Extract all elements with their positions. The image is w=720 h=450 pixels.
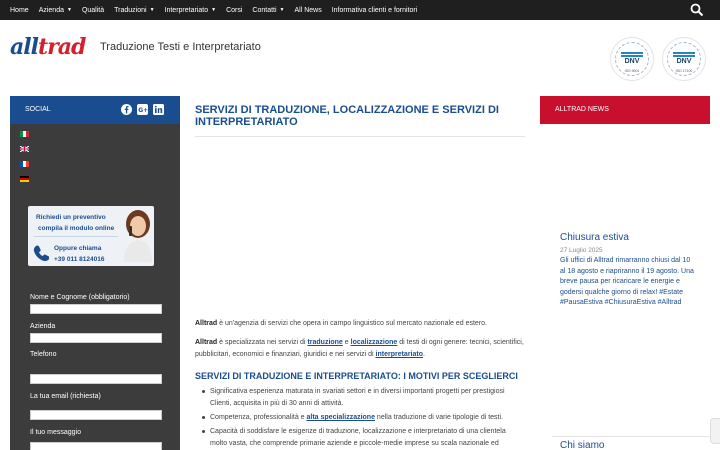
promo-line-2: compila il modulo online: [38, 225, 115, 232]
french-flag-icon[interactable]: [20, 161, 29, 167]
interpretariato-link[interactable]: interpretariato: [375, 351, 423, 358]
name-input[interactable]: [30, 304, 162, 314]
svg-text:G+: G+: [138, 107, 148, 114]
badge-brand: DNV: [624, 58, 640, 65]
reasons-heading: SERVIZI DI TRADUZIONE E INTERPRETARIATO: I MOTIVI PER SCEGLIERCI: [195, 371, 518, 381]
social-label: SOCIAL: [25, 106, 51, 113]
chi-siamo-title[interactable]: Chi siamo: [560, 440, 605, 450]
nav-list: [0, 0, 720, 20]
promo-separator: [34, 236, 118, 237]
english-flag-icon[interactable]: [20, 146, 29, 152]
nav-item-qualit-[interactable]: [82, 7, 104, 14]
quote-request-banner[interactable]: [28, 206, 154, 266]
site-tagline: Traduzione Testi e Interpretariato: [100, 41, 261, 53]
phone-label: Telefono: [30, 351, 57, 358]
nav-item-interpretariato[interactable]: [165, 7, 217, 14]
side-widget-tab[interactable]: [710, 418, 720, 444]
phone-input[interactable]: [30, 374, 162, 384]
nav-item-label: Informativa clienti e fornitori: [331, 6, 418, 14]
facebook-icon[interactable]: [121, 104, 132, 115]
promo-line-1: Richiedi un preventivo: [36, 214, 106, 221]
traduzione-link[interactable]: traduzione: [307, 339, 343, 346]
reasons-list: [210, 386, 520, 450]
news-header-label: ALLTRAD NEWS: [555, 106, 609, 113]
german-flag-icon[interactable]: [20, 176, 29, 182]
nav-item-azienda[interactable]: [39, 7, 72, 14]
list-text: Competenza, professionalità e: [210, 414, 307, 421]
nav-item-home[interactable]: [10, 7, 29, 14]
nav-item-label: Traduzioni: [114, 6, 147, 14]
services-paragraph: [195, 337, 525, 361]
badge-stripe: [621, 55, 643, 57]
chevron-down-icon: ▼: [279, 7, 285, 13]
nav-item-label: Qualità: [81, 6, 105, 14]
chevron-down-icon: ▼: [66, 7, 72, 13]
email-label: La tua email (richiesta): [30, 393, 101, 400]
brand-name: Alltrad: [195, 320, 218, 327]
title-divider: [195, 136, 525, 137]
google-plus-icon[interactable]: [137, 104, 148, 115]
promo-line-3: Oppure chiama: [54, 245, 102, 252]
alltrad-logo[interactable]: [10, 34, 85, 60]
news-divider: [552, 436, 710, 437]
dnv-iso-17100-badge: [662, 37, 706, 81]
services-text-c: di testi di ogni genere: tecnici, scientifici, pubblicitari, economici e finanziari, giuridici e nei servizi di: [195, 339, 524, 358]
page-title: SERVIZI DI TRADUZIONE, LOCALIZZAZIONE E SERVIZI DI INTERPRETARIATO: [195, 104, 499, 128]
alta-specializzazione-link[interactable]: alta specializzazione: [306, 414, 375, 421]
social-header: [10, 96, 180, 124]
badge-code: ISO 9001: [624, 69, 640, 73]
phone-icon: [33, 244, 49, 262]
badge-stripe: [621, 52, 643, 54]
news-excerpt: Gli uffici di Alltrad rimarranno chiusi dal 10 al 18 agosto e riapriranno il 19 agosto. Una breve pausa per ricaricare le energie e godersi qualche giorno di relax! #Estate #PausaEstiva #ChiusuraEstiva #Alltrad: [560, 257, 694, 306]
left-sidebar: [10, 124, 180, 450]
services-text-d: .: [423, 351, 425, 358]
list-item: [210, 412, 520, 424]
nav-item-traduzioni[interactable]: [114, 7, 154, 14]
intro-paragraph: [195, 318, 525, 330]
badge-code: ISO 17100: [675, 69, 693, 73]
message-textarea[interactable]: [30, 442, 162, 450]
italian-flag-icon[interactable]: [20, 131, 29, 137]
linkedin-icon[interactable]: [153, 104, 164, 115]
nav-item-corsi[interactable]: [226, 7, 242, 14]
badge-stripe: [673, 55, 695, 57]
chevron-down-icon: ▼: [211, 7, 217, 13]
intro-text: è un'agenzia di servizi che opera in campo linguistico sul mercato nazionale ed estero.: [217, 320, 487, 327]
badge-brand: DNV: [676, 58, 692, 65]
list-item: Significativa esperienza maturata in svariati settori e in diversi importanti progetti per prestigiosi Clienti, acquisita in più di 30 anni di attività.: [210, 386, 520, 410]
promo-phone-number[interactable]: +39 011 8124016: [54, 256, 105, 263]
nav-item-informativa-clienti-e-fornitori[interactable]: [332, 7, 418, 14]
chevron-down-icon: ▼: [149, 7, 155, 13]
localizzazione-link[interactable]: localizzazione: [350, 339, 398, 346]
badge-stripe: [673, 52, 695, 54]
nav-item-label: Contatti: [252, 6, 277, 14]
nav-item-label: Home: [10, 6, 29, 14]
nav-item-all-news[interactable]: [294, 7, 321, 14]
top-navigation: [0, 0, 720, 20]
news-date: 27 Luglio 2025: [560, 247, 603, 254]
news-header: [540, 96, 710, 124]
logo-part-trad: trad: [37, 34, 86, 60]
operator-photo-icon: [122, 208, 152, 262]
company-input[interactable]: [30, 333, 162, 343]
name-label: Nome e Cognome (obbligatorio): [30, 294, 130, 301]
logo-part-all: all: [10, 34, 38, 60]
services-text-b: e: [342, 339, 351, 346]
news-title[interactable]: Chiusura estiva: [560, 232, 629, 243]
company-label: Azienda: [30, 323, 56, 330]
services-text-a: è specializzata nei servizi di: [217, 339, 308, 346]
brand-name: Alltrad: [195, 339, 218, 346]
nav-item-label: Interpretariato: [164, 6, 209, 14]
list-item: Capacità di soddisfare le esigenze di traduzione, localizzazione e interpretariato di una clientela molto vasta, che comprende primarie aziende e piccole-medie imprese su scala nazionale ed: [210, 426, 520, 450]
nav-item-label: All News: [294, 6, 322, 14]
dnv-iso-9001-badge: [610, 37, 654, 81]
list-text: nella traduzione di varie tipologie di testi.: [374, 414, 504, 421]
message-label: Il tuo messaggio: [30, 429, 81, 436]
email-input[interactable]: [30, 410, 162, 420]
nav-item-contatti[interactable]: [252, 7, 284, 14]
search-icon[interactable]: [690, 3, 704, 17]
nav-item-label: Azienda: [38, 6, 64, 14]
nav-item-label: Corsi: [226, 6, 243, 14]
